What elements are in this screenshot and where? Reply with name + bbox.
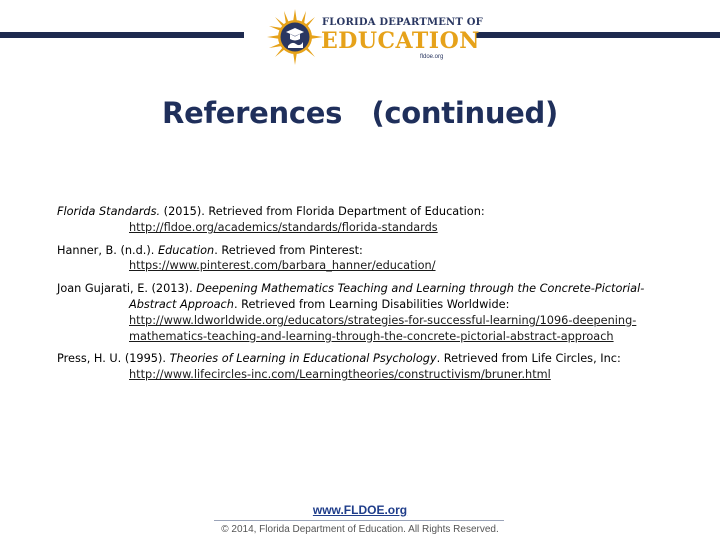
reference-link[interactable]: http://www.ldworldwide.org/educators/strategies-for-successful-learning/1096-deepening-	[129, 313, 637, 327]
reference-details: (2015). Retrieved from Florida Department of Education:	[160, 205, 485, 218]
reference-details: . Retrieved from Learning Disabilities Worldwide:	[233, 297, 510, 311]
reference-work-title: Deepening Mathematics Teaching and Learning through the Concrete-Pictorial-	[196, 282, 645, 296]
reference-lead	[57, 351, 687, 367]
reference-url-line[interactable]	[57, 367, 687, 383]
logo-text-department: FLORIDA DEPARTMENT OF	[322, 17, 483, 28]
reference-work-title: Florida Standards.	[57, 205, 161, 218]
reference-details: . Retrieved from Pinterest:	[214, 243, 363, 257]
reference-continuation	[57, 297, 687, 313]
fldoe-logo	[266, 8, 483, 68]
reference-work-title: Education	[157, 243, 215, 257]
logo-text-url: fldoe.org	[420, 54, 444, 60]
reference-item	[57, 351, 687, 383]
reference-lead	[57, 204, 687, 220]
reference-author: Joan Gujarati, E. (2013).	[57, 282, 197, 296]
reference-work-title-cont: Abstract Approach	[129, 297, 234, 311]
reference-author: Press, H. U. (1995).	[57, 352, 170, 366]
reference-work-title: Theories of Learning in Educational Psychology	[169, 352, 437, 366]
reference-lead	[57, 243, 687, 259]
reference-link[interactable]: mathematics-teaching-and-learning-through-the-concrete-pictorial-abstract-approach	[129, 329, 614, 343]
reference-item	[57, 243, 687, 275]
footer-fldoe-link[interactable]: www.FLDOE.org	[312, 503, 408, 517]
reference-item	[57, 204, 687, 236]
reference-lead	[57, 281, 687, 297]
reference-url-line[interactable]	[57, 313, 687, 329]
reference-link[interactable]: http://www.lifecircles-inc.com/Learningtheories/constructivism/bruner.html	[129, 368, 551, 382]
reference-url-line[interactable]	[57, 329, 687, 345]
footer-divider	[214, 520, 504, 521]
slide-title: References (continued)	[162, 96, 558, 130]
header-bar-right	[476, 32, 720, 38]
footer-copyright: © 2014, Florida Department of Education. All Rights Reserved.	[221, 524, 499, 535]
reference-link[interactable]: http://fldoe.org/academics/standards/florida-standards	[129, 220, 438, 234]
reference-details: . Retrieved from Life Circles, Inc:	[436, 352, 621, 366]
reference-author: Hanner, B. (n.d.).	[57, 243, 158, 257]
logo-text-education: EDUCATION	[321, 28, 480, 54]
reference-url-line[interactable]	[57, 220, 687, 236]
florida-seal-icon	[266, 8, 324, 66]
header-bar-left	[0, 32, 244, 38]
reference-item	[57, 281, 687, 344]
references-list	[57, 204, 687, 390]
reference-link[interactable]: https://www.pinterest.com/barbara_hanner/education/	[129, 259, 436, 273]
reference-url-line[interactable]	[57, 258, 687, 274]
